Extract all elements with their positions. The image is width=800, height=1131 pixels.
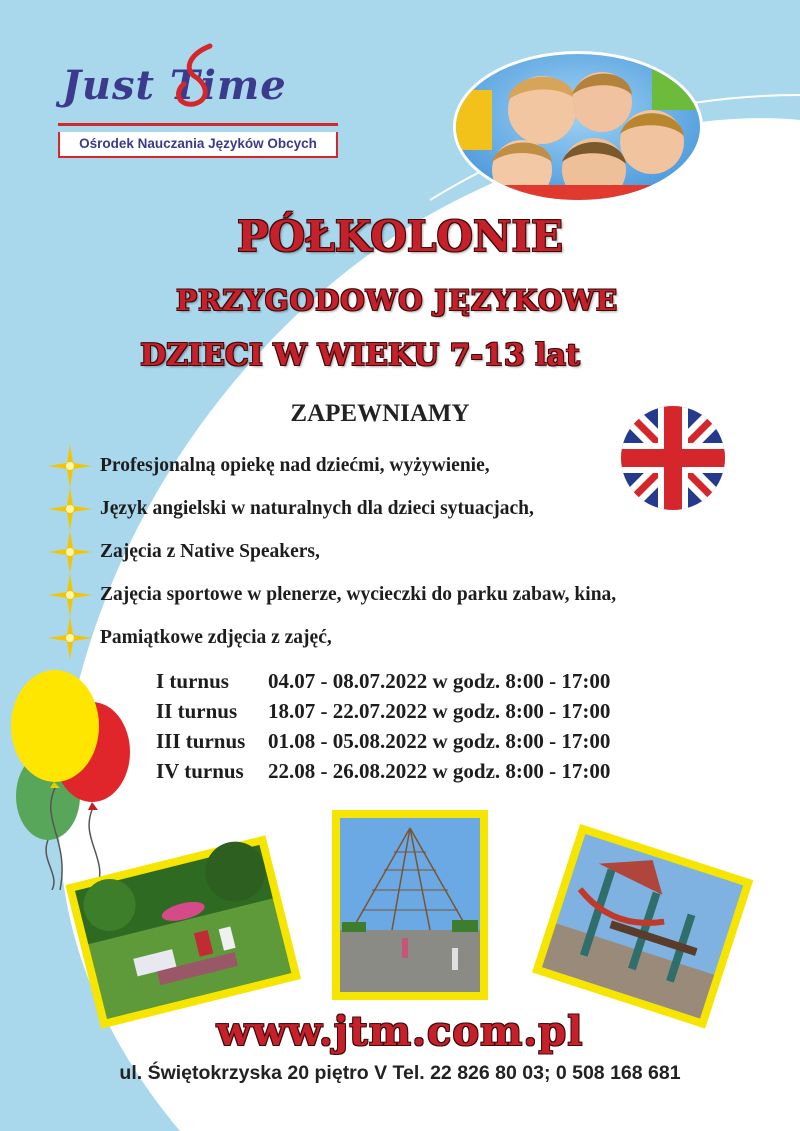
sparkle-star-icon: [48, 573, 92, 617]
session-dates: 18.07 - 22.07.2022 w godz. 8:00 - 17:00: [268, 699, 611, 723]
session-list: [156, 666, 716, 786]
ensure-heading: ZAPEWNIAMY: [290, 400, 470, 427]
sparkle-star-icon: [48, 444, 92, 488]
list-item: [48, 530, 748, 573]
list-item-text: Profesjonalną opiekę nad dziećmi, wyżywienie,: [100, 454, 490, 476]
session-row: [156, 666, 716, 696]
session-row: [156, 756, 716, 786]
photo-picnic: [58, 826, 308, 1036]
logo-underline: [58, 123, 338, 126]
page-subtitle: PRZYGODOWO JĘZYKOWE: [175, 284, 619, 317]
sparkle-star-icon: [48, 530, 92, 574]
benefits-list: [48, 444, 748, 659]
logo-subtitle: Ośrodek Nauczania Języków Obcych: [58, 132, 338, 158]
list-item-text: Zajęcia z Native Speakers,: [100, 540, 320, 562]
just-time-logo[interactable]: [52, 40, 342, 170]
session-dates: 01.08 - 05.08.2022 w godz. 8:00 - 17:00: [268, 729, 611, 753]
contact-address: ul. Świętokrzyska 20 piętro V Tel. 22 826 80 03; 0 508 168 681: [119, 1062, 681, 1084]
list-item: [48, 616, 748, 659]
session-name: II turnus: [156, 699, 238, 723]
session-row: [156, 726, 716, 756]
list-item: [48, 444, 748, 487]
list-item-text: Pamiątkowe zdjęcia z zajęć,: [100, 626, 332, 648]
photo-adventure-park: [512, 820, 772, 1030]
list-item-text: Język angielski w naturalnych dla dzieci sytuacjach,: [100, 497, 534, 519]
website-link[interactable]: www.jtm.com.pl: [216, 1008, 584, 1055]
logo-swirl-icon: [170, 40, 220, 110]
session-name: I turnus: [156, 669, 229, 693]
session-dates: 22.08 - 26.08.2022 w godz. 8:00 - 17:00: [268, 759, 611, 783]
session-name: III turnus: [156, 729, 246, 753]
list-item: [48, 573, 748, 616]
list-item: [48, 487, 748, 530]
sparkle-star-icon: [48, 487, 92, 531]
list-item-text: Zajęcia sportowe w plenerze, wycieczki do parku zabaw, kina,: [100, 583, 617, 605]
session-row: [156, 696, 716, 726]
session-dates: 04.07 - 08.07.2022 w godz. 8:00 - 17:00: [268, 669, 611, 693]
page-title: PÓŁKOLONIE: [236, 212, 564, 261]
photo-rope-playground: [332, 810, 488, 1000]
sparkle-star-icon: [48, 616, 92, 660]
logo-brand-text: Just Time: [62, 62, 287, 109]
session-name: IV turnus: [156, 759, 244, 783]
age-range: DZIECI W WIEKU 7-13 lat: [140, 338, 580, 373]
kids-photo: [452, 50, 704, 204]
